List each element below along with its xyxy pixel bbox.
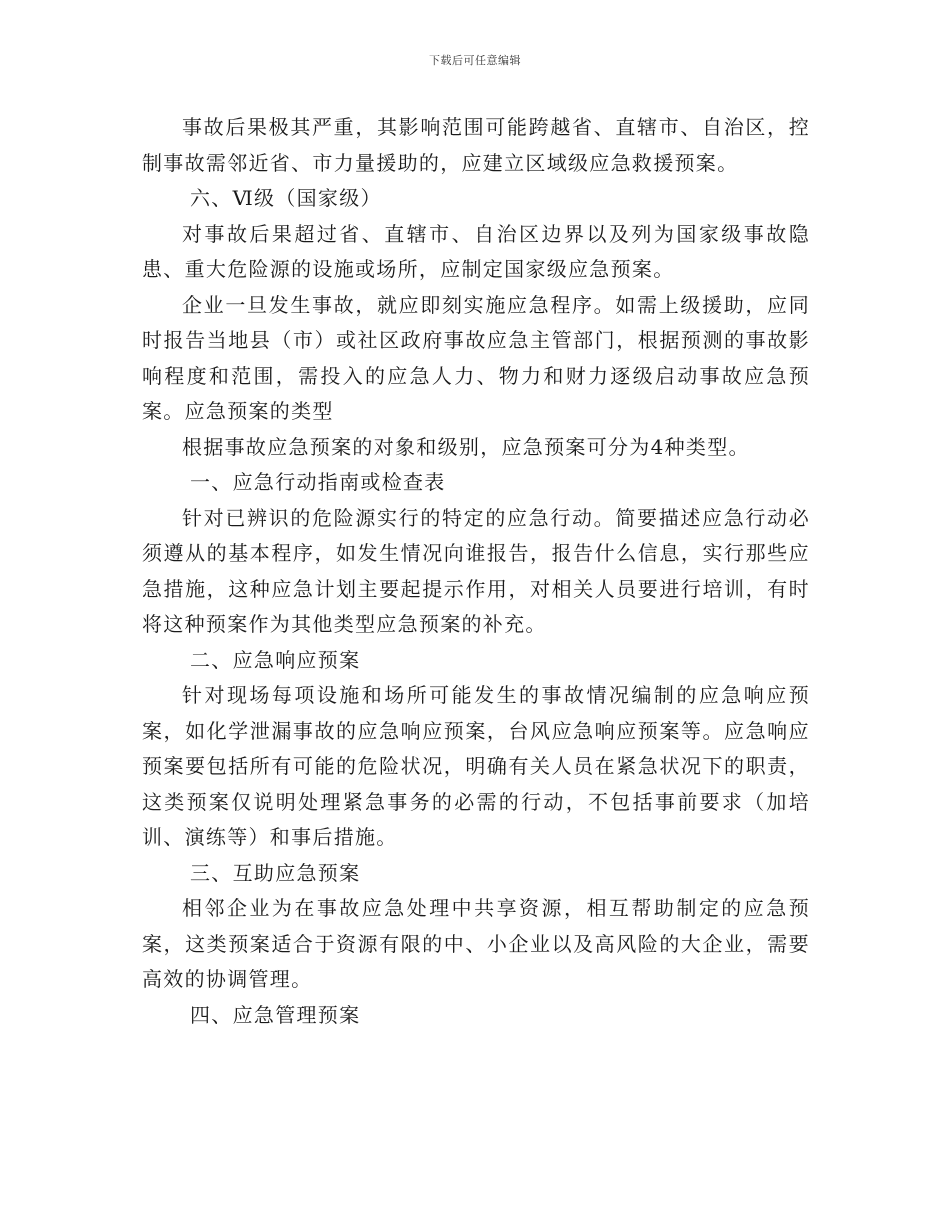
paragraph-emergency-procedure: 企业一旦发生事故，就应即刻实施应急程序。如需上级援助，应同时报告当地县（市）或社区政府事故应急主管部门，根据预测的事故影响程度和范围，需投入的应急人力、物力和财力逐级启动事故应急预案。应急预案的类型 (142, 292, 810, 423)
paragraph-action-guide: 针对已辨识的危险源实行的特定的应急行动。简要描述应急行动必须遵从的基本程序，如发生情况向谁报告，报告什么信息，实行那些应急措施，这种应急计划主要起提示作用，对相关人员要进行培训，有时将这种预案作为其他类型应急预案的补充。 (142, 505, 810, 636)
heading-national-level: 六、Ⅵ级（国家级） (190, 186, 382, 210)
heading-management-plan: 四、应急管理预案 (190, 1002, 361, 1027)
heading-response-plan: 二、应急响应预案 (190, 647, 361, 672)
heading-mutual-aid-plan: 三、互助应急预案 (190, 860, 361, 885)
document-body (142, 110, 810, 1033)
paragraph-response-plan: 针对现场每项设施和场所可能发生的事故情况编制的应急响应预案，如化学泄漏事故的应急响应预案，台风应急响应预案等。应急响应预案要包括所有可能的危险状况，明确有关人员在紧急状况下的职责，这类预案仅说明处理紧急事务的必需的行动，不包括事前要求（加培训、演练等）和事后措施。 (142, 683, 810, 849)
paragraph-plan-types: 根据事故应急预案的对象和级别，应急预案可分为4种类型。 (182, 434, 750, 459)
heading-action-guide: 一、应急行动指南或检查表 (190, 470, 446, 494)
paragraph-regional-level: 事故后果极其严重，其影响范围可能跨越省、直辖市、自治区，控制事故需邻近省、市力量援助的，应建立区域级应急救援预案。 (142, 115, 810, 175)
paragraph-national-level: 对事故后果超过省、直辖市、自治区边界以及列为国家级事故隐患、重大危险源的设施或场所，应制定国家级应急预案。 (142, 221, 810, 281)
page-header-note: 下载后可任意编辑 (429, 54, 521, 67)
paragraph-mutual-aid-plan: 相邻企业为在事故应急处理中共享资源，相互帮助制定的应急预案，这类预案适合于资源有限的中、小企业以及高风险的大企业，需要高效的协调管理。 (142, 896, 810, 991)
